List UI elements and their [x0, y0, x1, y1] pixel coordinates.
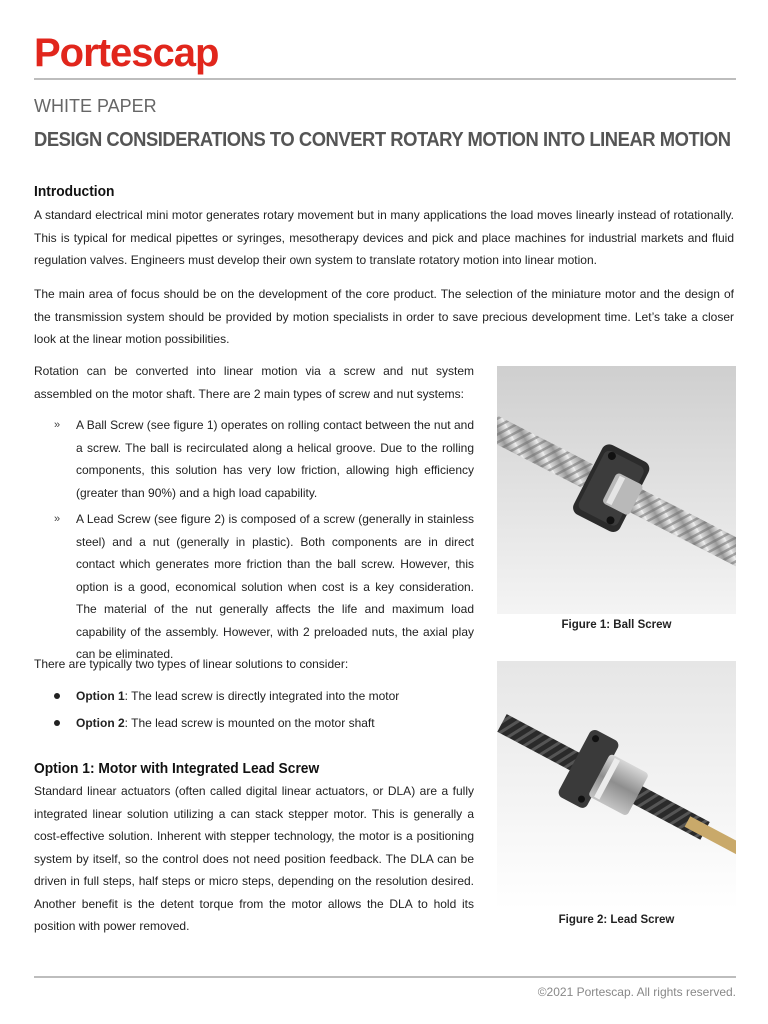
- list-item: [34, 508, 474, 666]
- option-text: : The lead screw is directly integrated into the motor: [124, 689, 400, 703]
- footer-divider: [34, 976, 736, 978]
- option-label: Option 1: [76, 689, 125, 703]
- lead-screw-illustration: [497, 661, 736, 909]
- option-text: : The lead screw is mounted on the motor shaft: [124, 716, 375, 730]
- bullet-mark: »: [54, 419, 61, 431]
- portescap-logo: Portescap: [34, 31, 219, 75]
- figure-2-caption: Figure 2: Lead Screw: [558, 914, 675, 926]
- lead-screw-image: [497, 661, 736, 909]
- bullet-dot: [54, 720, 60, 726]
- ball-screw-description: A Ball Screw (see figure 1) operates on rolling contact between the nut and a screw. The ball is recirculated along a helical groove. Due to the rolling components, this solution has very low friction, allowing high efficiency (greater than 90%) and a high load capability.: [76, 418, 474, 500]
- document-type: WHITE PAPER: [34, 96, 157, 116]
- lead-screw-description: A Lead Screw (see figure 2) is composed of a screw (generally in stainless steel) and a nut (generally in plastic). Both components are in direct contact which generates more friction than the ball screw. However, this option is a good, economical solution when cost is a key consideration. The material of the nut generally affects the life and maximum load capability of the assembly. However, with 2 preloaded nuts, the axial play can be eliminated.: [76, 512, 474, 661]
- intro-paragraph-3: Rotation can be converted into linear motion via a screw and nut system assembled on the motor shaft. There are 2 main types of screw and nut systems:: [34, 364, 474, 401]
- figure-1-caption: Figure 1: Ball Screw: [561, 619, 672, 631]
- bullet-dot: [54, 693, 60, 699]
- header-divider: [34, 78, 736, 80]
- list-item: [34, 414, 474, 504]
- list-item: [34, 710, 474, 737]
- ball-screw-illustration: [497, 366, 736, 614]
- list-item: [34, 683, 474, 710]
- section-heading-option-1: Option 1: Motor with Integrated Lead Screw: [34, 760, 320, 777]
- option-1-paragraph: Standard linear actuators (often called digital linear actuators, or DLA) are a fully integrated linear solution utilizing a can stack stepper motor. This is generally a cost-effective solution. Inherent with stepper technology, the motor is a positioning system by itself, so the control does not need position feedback. The DLA can be driven in full steps, half steps or micro steps, depending on the resolution desired. Another benefit is the detent torque from the motor allows the DLA to hold its position with power removed.: [34, 784, 474, 933]
- screw-types-list: [34, 414, 474, 670]
- intro-paragraph-1: A standard electrical mini motor generates rotary movement but in many applications the load moves linearly instead of rotationally. This is typical for medical pipettes or syringes, mesotherapy devices and pick and place machines for industrial markets and fluid regulation valves. Engineers must develop their own system to translate rotatory motion into linear motion.: [34, 208, 734, 267]
- intro-paragraph-2: The main area of focus should be on the development of the core product. The selection of the miniature motor and the design of the transmission system should be provided by motion specialists in order to save precious development time. Let’s take a closer look at the linear motion possibilities.: [34, 287, 734, 346]
- option-label: Option 2: [76, 716, 125, 730]
- intro-paragraph-4: There are typically two types of linear solutions to consider:: [34, 657, 349, 671]
- ball-screw-image: [497, 366, 736, 614]
- section-heading-introduction: Introduction: [34, 183, 115, 200]
- copyright-notice: ©2021 Portescap. All rights reserved.: [537, 985, 736, 999]
- page-title: DESIGN CONSIDERATIONS TO CONVERT ROTARY MOTION INTO LINEAR MOTION: [34, 129, 731, 151]
- bullet-mark: »: [54, 513, 61, 525]
- linear-options-list: [34, 683, 474, 737]
